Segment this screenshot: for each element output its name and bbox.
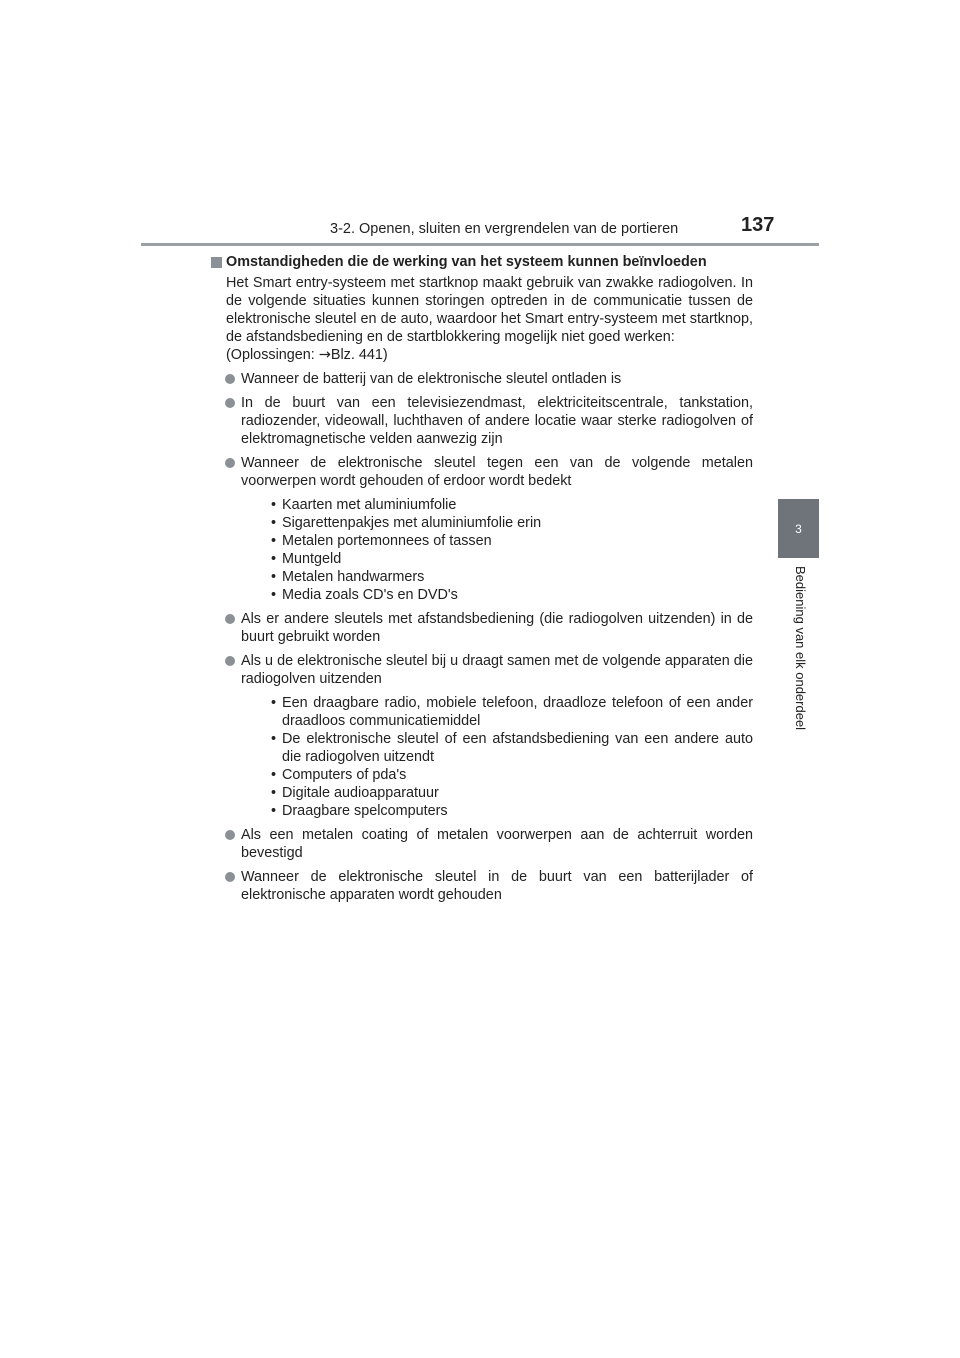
condition-text: Als een metalen coating of metalen voorwerpen aan de achterruit worden bevestigd: [241, 827, 753, 861]
example-list: [241, 496, 753, 604]
condition-text: In de buurt van een televisiezendmast, elektriciteitscentrale, tankstation, radiozender, videowall, luchthaven of andere locatie waar sterke radiogolven of elektromagnetische velden aanwezig zijn: [241, 395, 753, 447]
chapter-number: 3: [795, 521, 802, 536]
solutions-prefix: (Oplossingen:: [226, 347, 319, 363]
condition-item: [211, 652, 753, 820]
square-bullet-icon: [211, 257, 222, 268]
example-list: [241, 694, 753, 820]
condition-text: Als er andere sleutels met afstandsbediening (die radiogolven uitzenden) in de buurt gebruikt worden: [241, 611, 753, 645]
chapter-tab: [778, 499, 819, 558]
page-number: 137: [741, 214, 775, 236]
circle-bullet-icon: [225, 398, 235, 408]
condition-item: [211, 826, 753, 862]
condition-text: Wanneer de batterij van de elektronische sleutel ontladen is: [241, 371, 622, 387]
chapter-label: Bediening van elk onderdeel: [793, 566, 808, 731]
example-item: • Computers of pda's: [271, 766, 753, 784]
circle-bullet-icon: [225, 458, 235, 468]
example-item: • Draagbare spelcomputers: [271, 802, 753, 820]
circle-bullet-icon: [225, 830, 235, 840]
example-item: • Digitale audioapparatuur: [271, 784, 753, 802]
solutions-page-link: Blz. 441): [330, 347, 388, 363]
condition-list: [211, 370, 753, 904]
circle-bullet-icon: [225, 374, 235, 384]
section-content: [211, 253, 753, 904]
arrow-right-icon: →: [318, 347, 331, 363]
example-item: • Sigarettenpakjes met aluminiumfolie erin: [271, 514, 753, 532]
running-header: 3-2. Openen, sluiten en vergrendelen van de portieren: [330, 221, 679, 237]
section-heading: [211, 253, 753, 271]
intro-paragraph: [226, 274, 753, 364]
example-item: • Muntgeld: [271, 550, 753, 568]
circle-bullet-icon: [225, 614, 235, 624]
section-heading-text: Omstandigheden die de werking van het systeem kunnen beïnvloeden: [226, 254, 707, 270]
condition-text: Als u de elektronische sleutel bij u draagt samen met de volgende apparaten die radiogolven uitzenden: [241, 653, 753, 687]
condition-item: [211, 868, 753, 904]
condition-item: [211, 394, 753, 448]
example-item: • Kaarten met aluminiumfolie: [271, 496, 753, 514]
circle-bullet-icon: [225, 656, 235, 666]
example-item: • Media zoals CD's en DVD's: [271, 586, 753, 604]
condition-text: Wanneer de elektronische sleutel tegen een van de volgende metalen voorwerpen wordt gehouden of erdoor wordt bedekt: [241, 455, 753, 489]
example-item: • Een draagbare radio, mobiele telefoon, draadloze telefoon of een ander draadloos communicatiemiddel: [271, 694, 753, 730]
solutions-reference: [226, 346, 753, 364]
condition-item: [211, 370, 753, 388]
condition-item: [211, 610, 753, 646]
circle-bullet-icon: [225, 872, 235, 882]
example-item: • Metalen portemonnees of tassen: [271, 532, 753, 550]
condition-item: [211, 454, 753, 604]
intro-text: Het Smart entry-systeem met startknop maakt gebruik van zwakke radiogolven. In de volgende situaties kunnen storingen optreden in de communicatie tussen de elektronische sleutel en de auto, waardoor het Smart entry-systeem met startknop, de afstandsbediening en de startblokkering mogelijk niet goed werken:: [226, 275, 753, 345]
condition-text: Wanneer de elektronische sleutel in de buurt van een batterijlader of elektronische apparaten wordt gehouden: [241, 869, 753, 903]
header-divider: [141, 243, 819, 246]
example-item: • Metalen handwarmers: [271, 568, 753, 586]
example-item: • De elektronische sleutel of een afstandsbediening van een andere auto die radiogolven uitzendt: [271, 730, 753, 766]
